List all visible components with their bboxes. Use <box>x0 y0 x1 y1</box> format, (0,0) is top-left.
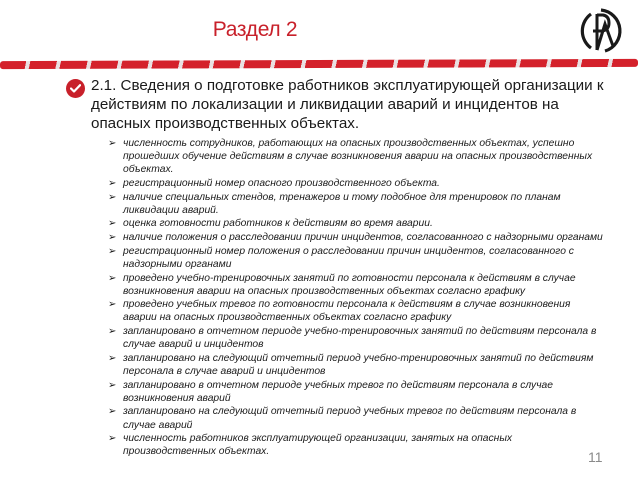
logo-icon <box>575 6 625 56</box>
page-number: 11 <box>588 449 603 465</box>
list-item: ➢ проведено учебно-тренировочных занятий по готовности персонала к действиям в случае возникновения аварии на опасных производственных объектах согласно графику <box>108 272 576 297</box>
arrow-bullet-icon: ➢ <box>108 138 117 149</box>
arrow-bullet-icon: ➢ <box>108 379 117 391</box>
arrow-bullet-icon: ➢ <box>108 326 117 338</box>
arrow-bullet-icon: ➢ <box>108 406 117 418</box>
arrow-bullet-icon: ➢ <box>108 232 117 244</box>
criteria-list <box>106 137 606 459</box>
list-item: ➢ наличие положения о расследовании причин инцидентов, согласованного с надзорными органами <box>108 232 603 244</box>
slide-title: Раздел 2 <box>212 18 298 41</box>
check-circle-icon <box>66 79 85 98</box>
list-item: ➢ регистрационный номер положения о расследовании причин инцидентов, согласованного с надзорными органами <box>108 245 574 270</box>
section-heading <box>66 76 606 133</box>
arrow-bullet-icon: ➢ <box>108 299 117 311</box>
arrow-bullet-icon: ➢ <box>108 352 117 364</box>
list-item: ➢ запланировано на следующий отчетный период учебных тревог по действиям персонала в случае аварий <box>108 406 577 431</box>
arrow-bullet-icon: ➢ <box>108 272 117 284</box>
list-item: ➢ запланировано в отчетном периоде учебных тревог по действиям персонала в случае возникновения аварий <box>108 379 553 404</box>
arrow-bullet-icon: ➢ <box>108 433 117 445</box>
list-item: ➢ численность сотрудников, работающих на опасных производственных объектах, успешно прошедших обучение действиям в случае возникновения аварии на опасных производственных объектах. <box>108 138 593 176</box>
list-item: ➢ запланировано в отчетном периоде учебно-тренировочных занятий по действиям персонала в случае аварий и инцидентов <box>108 326 597 351</box>
arrow-bullet-icon: ➢ <box>108 218 117 230</box>
arrow-bullet-icon: ➢ <box>108 245 117 257</box>
list-item: ➢ регистрационный номер опасного производственного объекта. <box>108 177 440 189</box>
arrow-bullet-icon: ➢ <box>108 191 117 203</box>
decorative-rope-divider <box>0 59 638 69</box>
list-item: ➢ проведено учебных тревог по готовности персонала к действиям в случае возникновения аварии на опасных производственных объектах согласно графику <box>108 299 571 324</box>
list-item: ➢ оценка готовности работников к действиям во время аварии. <box>108 218 433 230</box>
list-item: ➢ запланировано на следующий отчетный период учебно-тренировочных занятий по действиям персонала в случае аварий и инцидентов <box>108 352 594 377</box>
list-item: ➢ численность работников эксплуатирующей организации, занятых на опасных производственных объектах. <box>108 433 513 458</box>
arrow-bullet-icon: ➢ <box>108 177 117 189</box>
list-item: ➢ наличие специальных стендов, тренажеров и тому подобное для тренировок по планам ликвидации аварий. <box>108 191 561 216</box>
heading-text: 2.1. Сведения о подготовке работников эксплуатирующей организации к действиям по локализации и ликвидации аварий и инцидентов на опасных производственных объектах. <box>91 77 604 132</box>
